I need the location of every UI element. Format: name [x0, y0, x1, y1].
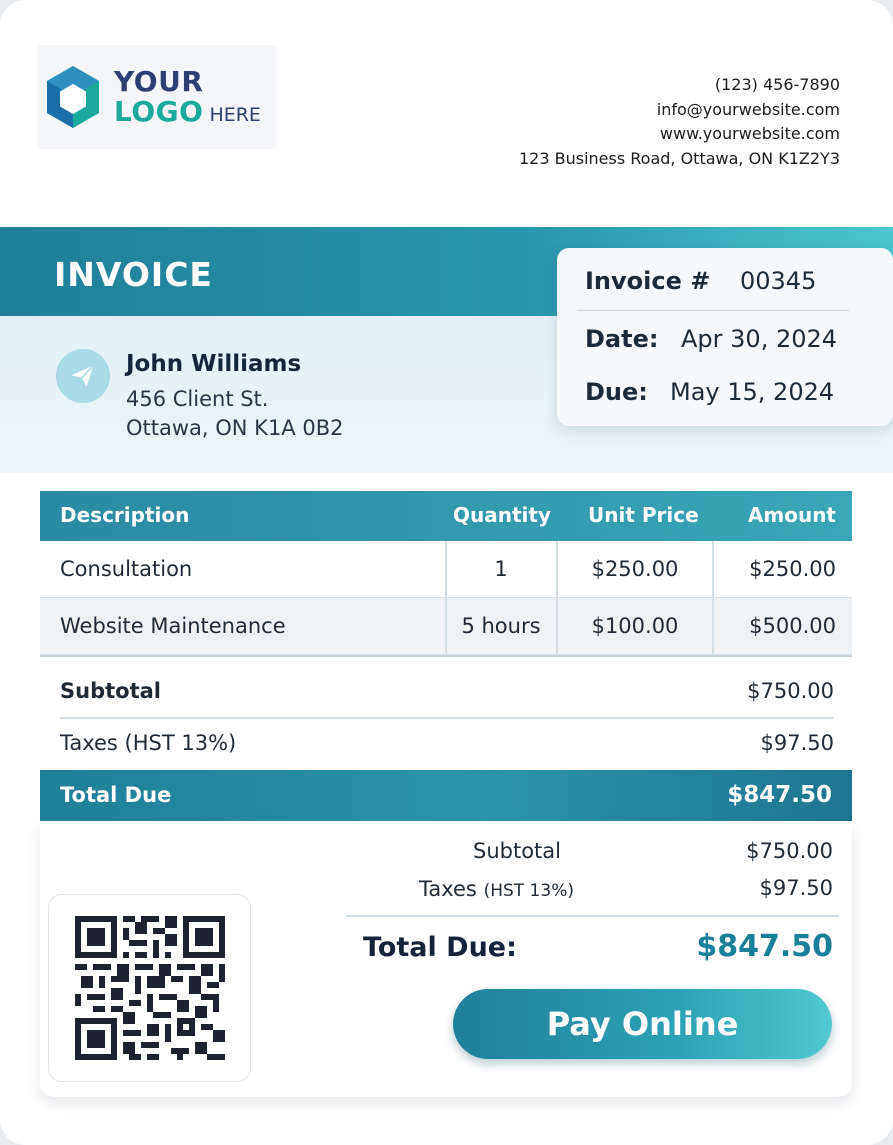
pay-online-button[interactable]: Pay Online [453, 989, 832, 1059]
subtotal-label: Subtotal [60, 679, 161, 703]
row-amount: $500.00 [749, 614, 836, 638]
row-quantity: 5 hours [461, 614, 541, 638]
table-row [40, 541, 852, 598]
col-unit-price: Unit Price [588, 503, 699, 527]
footer-taxes-word: Taxes [419, 877, 477, 901]
footer-subtotal-value: $750.00 [746, 839, 833, 863]
invoice-due-label: Due: [585, 378, 648, 406]
invoice-date-row [585, 325, 849, 353]
contact-phone: (123) 456-7890 [714, 75, 840, 94]
contact-website[interactable]: www.yourwebsite.com [659, 124, 840, 143]
col-quantity: Quantity [453, 503, 551, 527]
taxes-value: $97.50 [760, 731, 834, 755]
total-due-band [40, 770, 852, 821]
invoice-title: INVOICE [54, 255, 213, 294]
row-amount: $250.00 [749, 557, 836, 581]
taxes-label: Taxes (HST 13%) [60, 731, 237, 755]
invoice-number-row [585, 267, 849, 295]
footer-subtotal-label: Subtotal [473, 839, 561, 863]
invoice-meta-box [557, 248, 893, 426]
footer-taxes-value: $97.50 [759, 876, 833, 900]
row-unit-price: $100.00 [591, 614, 679, 638]
footer-total-value: $847.50 [696, 929, 833, 964]
total-due-value: $847.50 [727, 782, 832, 808]
invoice-date: Apr 30, 2024 [681, 325, 838, 353]
paper-plane-icon [56, 349, 110, 403]
logo-word-here: HERE [209, 104, 261, 126]
invoice-due-row [585, 378, 849, 406]
footer-taxes-note: (HST 13%) [483, 881, 574, 901]
col-description: Description [60, 503, 190, 527]
company-logo [37, 45, 277, 149]
invoice-number: 00345 [740, 267, 817, 295]
line-items-table [40, 491, 852, 655]
invoice-number-label: Invoice # [585, 267, 711, 295]
qr-code-icon [75, 916, 225, 1060]
logo-word-logo: LOGO [114, 95, 204, 128]
col-amount: Amount [747, 503, 836, 527]
row-description: Consultation [60, 557, 193, 581]
company-contact [519, 73, 840, 171]
invoice-date-label: Date: [585, 325, 659, 353]
summary-divider [60, 717, 834, 719]
footer-total-label: Total Due: [363, 932, 517, 963]
row-unit-price: $250.00 [591, 557, 679, 581]
total-due-label: Total Due [60, 783, 172, 807]
contact-address: 123 Business Road, Ottawa, ON K1Z2Y3 [518, 148, 840, 168]
client-address-line2: Ottawa, ON K1A 0B2 [126, 416, 344, 440]
hexagon-logo-icon [44, 64, 102, 130]
footer-taxes-label [419, 877, 574, 901]
client-address-line1: 456 Client St. [126, 387, 269, 411]
qr-code-container[interactable] [48, 894, 251, 1082]
footer-divider [346, 915, 839, 917]
subtotal-value: $750.00 [747, 679, 834, 703]
logo-word-your: YOUR [114, 65, 204, 98]
table-divider [40, 655, 852, 657]
meta-divider [577, 310, 849, 311]
contact-email[interactable]: info@yourwebsite.com [656, 99, 840, 119]
row-description: Website Maintenance [60, 614, 286, 638]
row-quantity: 1 [494, 557, 508, 581]
invoice-due: May 15, 2024 [670, 378, 835, 406]
client-name: John Williams [126, 351, 302, 377]
table-header [40, 491, 852, 541]
table-row [40, 598, 852, 655]
logo-text [114, 65, 261, 128]
